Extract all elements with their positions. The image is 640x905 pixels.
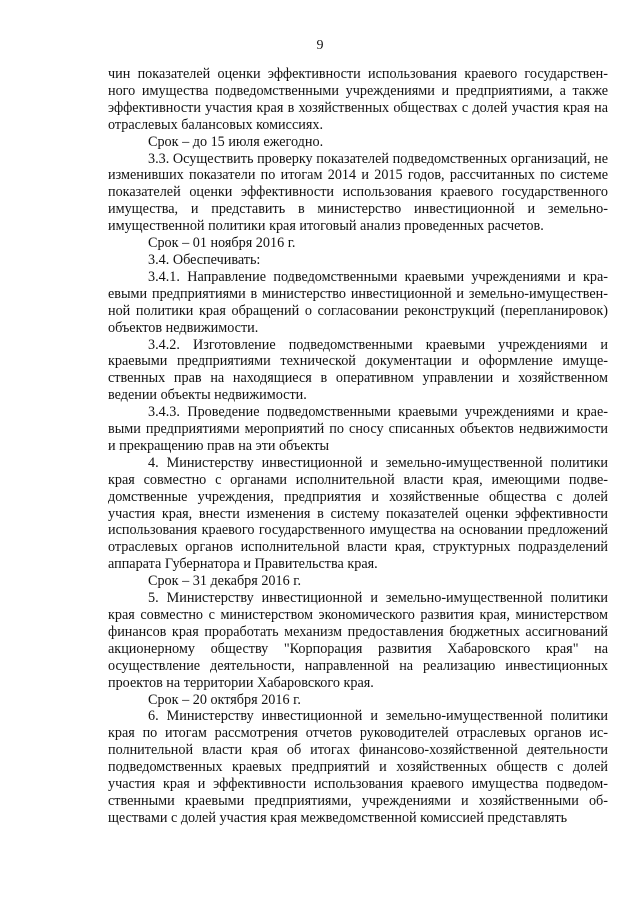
page-number: 9 [316, 38, 324, 53]
deadline-line: Срок – 01 ноября 2016 г. [148, 235, 296, 252]
deadline-line: Срок – 31 декабря 2016 г. [148, 573, 302, 590]
paragraph-5: 5. Министерству инвестиционной и земельно-имущественной политики края совместно с министерством экономического развития края, министерством финансов края проработать механизм предоставления бюджетных ассигнований акционерному обществу "Корпорация развития Хабаровского края" на осуществление деятельности, направленной на реализацию инвестиционных проектов на территории Хабаровского края. [108, 590, 608, 691]
paragraph-4: 4. Министерству инвестиционной и земельно-имущественной политики края совместно с органами исполнительной власти края, имеющими подведомственные учреждения, предприятия и хозяйственные общества с долей участия края, внести изменения в систему показателей оценки эффективности использования краевого государственного имущества на основании предложений отраслевых органов исполнительной власти края, структурных подразделений аппарата Губернатора и Правительства края. [108, 454, 608, 573]
paragraph-continuation: чин показателей оценки эффективности использования краевого государственного имущества подведомственными учреждениями и предприятиями, а также эффективности участия края в хозяйственных обществах с долей участия края на отраслевых балансовых комиссиях. [108, 66, 608, 133]
paragraph-3-4-1: 3.4.1. Направление подведомственными краевыми учреждениями и краевыми предприятиями в министерство инвестиционной и земельно-имущественной политики края обращений о согласовании реконструкций (перепланировок) объектов недвижимости. [108, 268, 608, 336]
paragraph-3-3: 3.3. Осуществить проверку показателей подведомственных организаций, не изменивших показатели по итогам 2014 и 2015 годов, рассчитанных по системе показателей оценки эффективности использования краевого государственного имущества, и представить в министерство инвестиционной и земельно-имущественной политики края итоговый анализ проведенных расчетов. [108, 150, 608, 235]
document-body [108, 66, 608, 827]
paragraph-3-4-2: 3.4.2. Изготовление подведомственными краевыми учреждениями и краевыми предприятиями технической документации и оформление имущественных прав на находящиеся в оперативном управлении и хозяйственном ведении объекты недвижимости. [108, 336, 608, 404]
paragraph-6: 6. Министерству инвестиционной и земельно-имущественной политики края по итогам рассмотрения отчетов руководителей отраслевых органов исполнительной власти края об итогах финансово-хозяйственной деятельности подведомственных краевых предприятий и хозяйственных обществ с долей участия края и эффективности использования краевого имущества подведомственными краевыми предприятиями, учреждениями и хозяйственными обществами с долей участия края межведомственной комиссией представлять [108, 708, 608, 826]
paragraph-3-4-3: 3.4.3. Проведение подведомственными краевыми учреждениями и краевыми предприятиями мероприятий по сносу списанных объектов недвижимости и прекращению прав на эти объекты [108, 404, 608, 454]
deadline-line: Срок – до 15 июля ежегодно. [148, 133, 324, 150]
paragraph-3-4: 3.4. Обеспечивать: [148, 251, 261, 268]
deadline-line: Срок – 20 октября 2016 г. [148, 691, 301, 708]
